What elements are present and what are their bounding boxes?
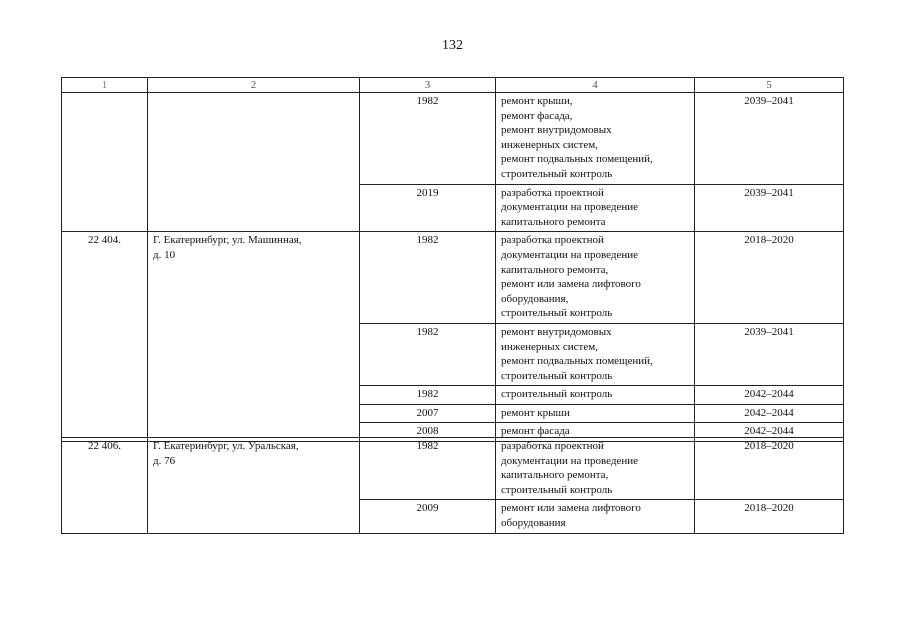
- year-cell: 2008: [360, 423, 496, 442]
- period-cell: 2018–2020: [695, 438, 844, 500]
- period-cell: 2042–2044: [695, 386, 844, 405]
- period-cell: 2039–2041: [695, 93, 844, 185]
- table-row: [62, 232, 844, 324]
- table-row: [62, 438, 844, 500]
- building-address-cell: Г. Екатеринбург, ул. Машинная, д. 10: [148, 232, 360, 442]
- year-cell: 1982: [360, 93, 496, 185]
- period-cell: 2039–2041: [695, 323, 844, 385]
- work-type-cell: ремонт крыши: [496, 404, 695, 423]
- building-address-cell: Г. Екатеринбург, ул. Уральская, д. 76: [148, 438, 360, 534]
- year-cell: 1982: [360, 438, 496, 500]
- year-cell: 1982: [360, 386, 496, 405]
- work-type-cell: строительный контроль: [496, 386, 695, 405]
- period-cell: 2039–2041: [695, 184, 844, 232]
- period-cell: 2018–2020: [695, 232, 844, 324]
- page-number: 132: [442, 38, 463, 53]
- building-address-cell: [148, 93, 360, 232]
- column-number-row: [62, 78, 844, 93]
- column-number: 3: [360, 78, 496, 93]
- capital-repair-table: [61, 437, 844, 534]
- building-number-cell: 22 404.: [62, 232, 148, 442]
- year-cell: 2007: [360, 404, 496, 423]
- work-type-cell: ремонт фасада: [496, 423, 695, 442]
- work-type-cell: разработка проектной документации на проведение капитального ремонта, ремонт или замена лифтового оборудования, строительный контроль: [496, 232, 695, 324]
- work-type-cell: разработка проектной документации на проведение капитального ремонта, строительный контроль: [496, 438, 695, 500]
- column-number: 4: [496, 78, 695, 93]
- column-number: 5: [695, 78, 844, 93]
- work-type-cell: ремонт крыши, ремонт фасада, ремонт внутридомовых инженерных систем, ремонт подвальных помещений, строительный контроль: [496, 93, 695, 185]
- year-cell: 2009: [360, 500, 496, 533]
- column-number: 2: [148, 78, 360, 93]
- year-cell: 1982: [360, 323, 496, 385]
- building-number-cell: [62, 93, 148, 232]
- capital-repair-table: [61, 77, 844, 442]
- table-row: [62, 93, 844, 185]
- year-cell: 2019: [360, 184, 496, 232]
- period-cell: 2018–2020: [695, 500, 844, 533]
- column-number: 1: [62, 78, 148, 93]
- building-number-cell: 22 406.: [62, 438, 148, 534]
- period-cell: 2042–2044: [695, 423, 844, 442]
- work-type-cell: ремонт или замена лифтового оборудования: [496, 500, 695, 533]
- work-type-cell: ремонт внутридомовых инженерных систем, ремонт подвальных помещений, строительный контроль: [496, 323, 695, 385]
- period-cell: 2042–2044: [695, 404, 844, 423]
- work-type-cell: разработка проектной документации на проведение капитального ремонта: [496, 184, 695, 232]
- year-cell: 1982: [360, 232, 496, 324]
